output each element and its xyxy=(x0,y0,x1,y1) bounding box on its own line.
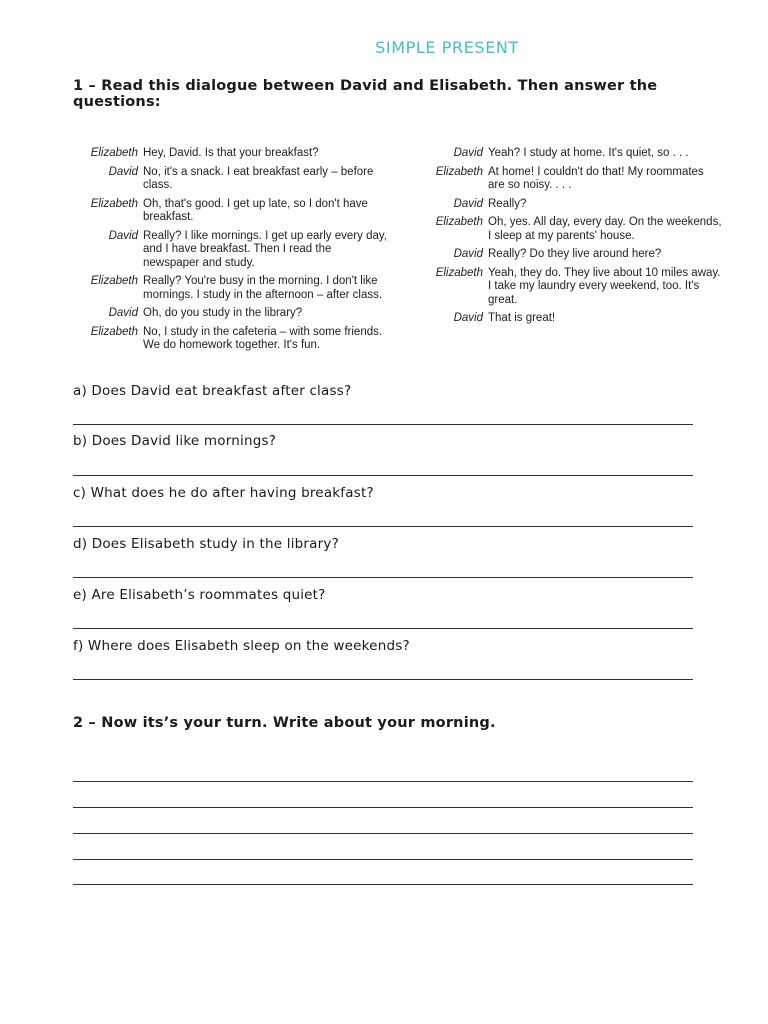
dialogue-turn xyxy=(425,216,725,243)
dialogue-line: Yeah? I study at home. It's quiet, so . . . xyxy=(488,147,689,159)
answer-line-d[interactable] xyxy=(73,577,693,578)
writing-line-4[interactable] xyxy=(73,859,693,860)
writing-line-3[interactable] xyxy=(73,833,693,834)
writing-line-5[interactable] xyxy=(73,884,693,885)
dialogue-line: Really? You're busy in the morning. I don't like mornings. I study in the afternoon – after class. xyxy=(143,275,383,301)
dialogue-left-column xyxy=(80,147,400,358)
dialogue-turn xyxy=(80,166,400,193)
dialogue-turn xyxy=(80,147,400,161)
dialogue-turn xyxy=(80,230,400,271)
dialogue-turn xyxy=(425,166,725,193)
section-1-heading: 1 – Read this dialogue between David and Elisabeth. Then answer the questions: xyxy=(73,78,658,110)
answer-line-e[interactable] xyxy=(73,628,693,629)
speaker-name: Elizabeth xyxy=(435,216,483,228)
dialogue-turn xyxy=(425,267,725,308)
dialogue-turn xyxy=(425,198,725,212)
question-c: c) What does he do after having breakfast? xyxy=(73,485,374,501)
question-a: a) Does David eat breakfast after class? xyxy=(73,383,352,399)
dialogue-line: At home! I couldn't do that! My roommates are so noisy. . . . xyxy=(488,165,704,191)
dialogue-line: No, I study in the cafeteria – with some friends. We do homework together. It's fun. xyxy=(143,325,383,351)
speaker-name: Elizabeth xyxy=(90,325,138,338)
speaker-name: David xyxy=(108,165,138,178)
speaker-name: Elizabeth xyxy=(90,147,138,159)
speaker-name: David xyxy=(453,248,483,260)
page-title: SIMPLE PRESENT xyxy=(375,38,519,57)
answer-line-a[interactable] xyxy=(73,424,693,425)
question-d: d) Does Elisabeth study in the library? xyxy=(73,536,339,552)
dialogue-line: Really? I like mornings. I get up early every day, and I have breakfast. Then I read the newspaper and study. xyxy=(143,229,387,269)
speaker-name: David xyxy=(108,307,138,319)
answer-line-c[interactable] xyxy=(73,526,693,527)
dialogue-turn xyxy=(425,147,725,161)
answer-line-b[interactable] xyxy=(73,475,693,476)
dialogue-turn xyxy=(80,326,400,353)
dialogue-turn xyxy=(80,198,400,225)
speaker-name: David xyxy=(453,197,483,210)
dialogue-line: No, it's a snack. I eat breakfast early – before class. xyxy=(143,165,374,191)
speaker-name: Elizabeth xyxy=(435,165,483,178)
question-b: b) Does David like mornings? xyxy=(73,433,277,449)
writing-line-1[interactable] xyxy=(73,781,693,782)
section-2-heading: 2 – Now its’s your turn. Write about your morning. xyxy=(73,715,496,731)
dialogue-line: Oh, do you study in the library? xyxy=(143,307,303,319)
dialogue-turn xyxy=(80,307,400,321)
dialogue-line: Really? xyxy=(488,197,527,210)
dialogue-line: Oh, that's good. I get up late, so I don't have breakfast. xyxy=(143,197,368,223)
dialogue-line: Hey, David. Is that your breakfast? xyxy=(143,147,319,159)
dialogue-line: Really? Do they live around here? xyxy=(488,248,662,260)
dialogue-line: That is great! xyxy=(488,312,556,324)
dialogue-turn xyxy=(425,248,725,262)
dialogue-right-column xyxy=(425,147,725,331)
speaker-name: Elizabeth xyxy=(90,197,138,210)
dialogue-line: Oh, yes. All day, every day. On the weekends, I sleep at my parents' house. xyxy=(488,216,722,242)
speaker-name: Elizabeth xyxy=(435,266,483,279)
dialogue-turn xyxy=(425,312,725,326)
dialogue-line: Yeah, they do. They live about 10 miles away. I take my laundry every weekend, too. It's great. xyxy=(488,266,721,306)
answer-line-f[interactable] xyxy=(73,679,693,680)
question-f: f) Where does Elisabeth sleep on the weekends? xyxy=(73,638,410,654)
speaker-name: David xyxy=(453,312,483,324)
speaker-name: Elizabeth xyxy=(90,275,138,287)
writing-line-2[interactable] xyxy=(73,807,693,808)
speaker-name: David xyxy=(108,229,138,242)
speaker-name: David xyxy=(453,147,483,159)
dialogue-turn xyxy=(80,275,400,302)
question-e: e) Are Elisabeth’s roommates quiet? xyxy=(73,587,326,603)
